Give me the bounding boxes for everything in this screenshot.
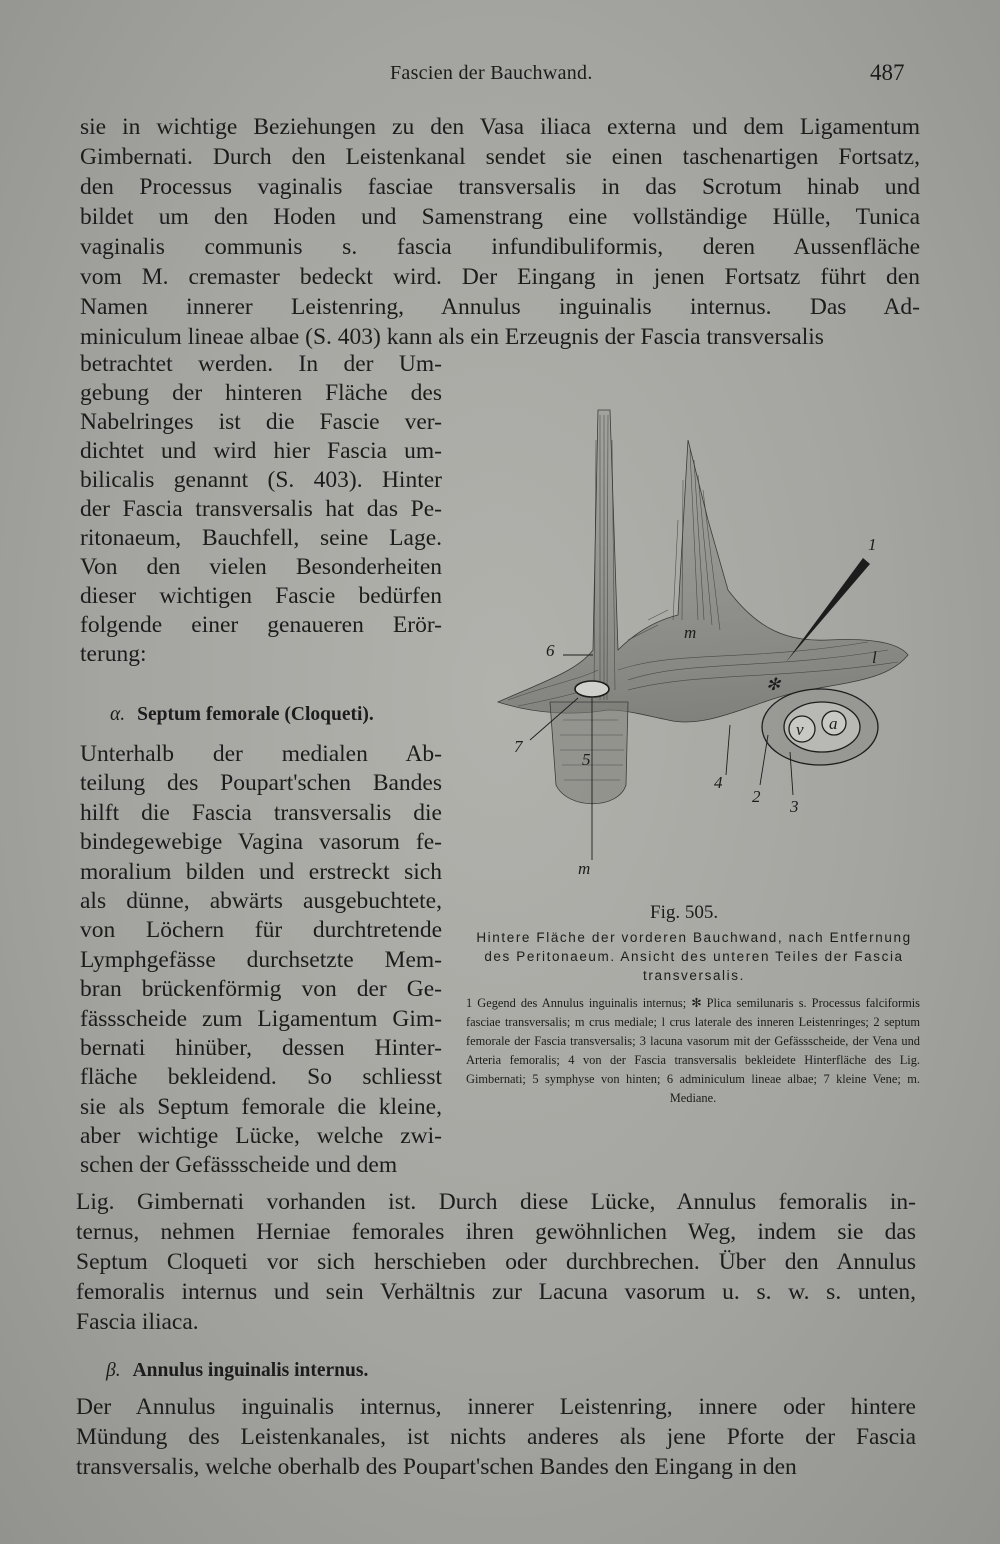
text-line: moralium bilden und erstreckt sich — [80, 858, 442, 885]
text-line: von Löchern für durchtretende — [80, 917, 442, 944]
text-line: der Fascia transversalis hat das Pe- — [80, 496, 442, 522]
anatomical-figure — [468, 380, 928, 880]
text-line: vom M. cremaster bedeckt wird. Der Eingang in jenen Fortsatz führt den — [80, 264, 920, 290]
figure-illustration — [468, 380, 928, 880]
text-line: betrachtet werden. In der Um- — [80, 351, 442, 377]
left-column-text — [80, 350, 442, 669]
label-m-crus-mediale: m — [684, 623, 697, 642]
label-4: 4 — [714, 773, 723, 792]
text-line: sie in wichtige Beziehungen zu den Vasa iliaca externa und dem Ligamentum — [80, 114, 920, 140]
text-line: terung: — [80, 641, 147, 667]
text-line: bildet um den Hoden und Samenstrang eine vollständige Hülle, Tunica — [80, 204, 920, 230]
label-7: 7 — [514, 737, 523, 756]
figure-title: Hintere Fläche der vorderen Bauchwand, nach Entfernung des Peritonaeum. Ansicht des unteren Teiles der Fascia transversalis. — [476, 930, 912, 983]
label-m-mediane: m — [578, 859, 591, 878]
fascia-sheet — [498, 410, 908, 722]
text-line: transversalis, welche oberhalb des Poupart'schen Bandes den Eingang in den — [76, 1454, 797, 1480]
section-title: Annulus inguinalis internus. — [132, 1360, 369, 1381]
text-line: bilicalis genannt (S. 403). Hinter — [80, 467, 442, 493]
label-a: a — [829, 714, 838, 733]
section-mark: α. — [110, 704, 126, 725]
text-line: ritonaeum, Bauchfell, seine Lage. — [80, 525, 442, 551]
text-line: Fascia iliaca. — [76, 1309, 199, 1335]
text-line: bran brückenförmig von der Ge- — [80, 976, 442, 1003]
annulus-inguinalis-paragraph — [76, 1392, 916, 1482]
label-5: 5 — [582, 750, 591, 769]
annulus-femoralis-paragraph — [76, 1187, 916, 1337]
text-line: bindegewebige Vagina vasorum fe- — [80, 829, 442, 856]
small-vein-opening — [575, 681, 609, 697]
text-line: Lig. Gimbernati vorhanden ist. Durch diese Lücke, Annulus femoralis in- — [76, 1189, 916, 1215]
text-line: den Processus vaginalis fasciae transversalis in das Scrotum hinab und — [80, 174, 920, 200]
figure-number: Fig. 505. — [650, 902, 719, 923]
label-2: 2 — [752, 787, 761, 806]
text-line: Unterhalb der medialen Ab- — [80, 741, 442, 767]
text-line: Septum Cloqueti vor sich herschieben oder durchbrechen. Über den Annulus — [76, 1249, 916, 1275]
text-line: sie als Septum femorale die kleine, — [80, 1093, 442, 1120]
text-line: miniculum lineae albae (S. 403) kann als ein Erzeugnis der Fascia transversalis — [80, 324, 824, 350]
text-line: dieser wichtigen Fascie bedürfen — [80, 583, 442, 609]
label-l-crus-laterale: l — [872, 648, 877, 667]
running-head: Fascien der Bauchwand. — [390, 62, 593, 84]
section-heading-beta — [106, 1360, 368, 1382]
text-line: gebung der hinteren Fläche des — [80, 380, 442, 406]
text-line: fässscheide zum Ligamentum Gim- — [80, 1005, 442, 1032]
text-line: Der Annulus inguinalis internus, innerer Leistenring, innere oder hintere — [76, 1394, 916, 1420]
text-line: vaginalis communis s. fascia infundibuliformis, deren Aussenfläche — [80, 234, 920, 260]
label-v: v — [796, 720, 804, 739]
text-line: schen der Gefässscheide und dem — [80, 1152, 398, 1179]
text-line: Lymphgefässe durchsetzte Mem- — [80, 946, 442, 973]
text-line: femoralis internus und sein Verhältnis zur Lacuna vasorum u. s. w. s. unten, — [76, 1279, 916, 1305]
text-line: dichtet und wird hier Fascia um- — [80, 438, 442, 464]
text-line: aber wichtige Lücke, welche zwi- — [80, 1123, 442, 1150]
top-paragraph — [80, 112, 920, 352]
text-line: Von den vielen Besonderheiten — [80, 554, 442, 580]
text-line: hilft die Fascia transversalis die — [80, 799, 442, 826]
section-heading-alpha — [110, 704, 374, 726]
section-mark: β. — [106, 1360, 121, 1381]
text-line: Mündung des Leistenkanales, ist nichts anderes als jene Pforte der Fascia — [76, 1424, 916, 1450]
label-6: 6 — [546, 641, 555, 660]
text-line: teilung des Poupart'schen Bandes — [80, 770, 442, 797]
septum-femorale-paragraph — [80, 740, 442, 1181]
text-line: folgende einer genaueren Erör- — [80, 612, 442, 638]
text-line: als dünne, abwärts ausgebuchtete, — [80, 887, 442, 914]
label-1: 1 — [868, 535, 877, 554]
page-number: 487 — [870, 60, 905, 85]
figure-legend: 1 Gegend des Annulus inguinalis internus; ✻ Plica semilunaris s. Processus falciformis fasciae transversalis; m crus mediale; l crus laterale des inneren Leistenringes; 2 septum femorale der Fascia transversalis; 3 lacuna vasorum mit der Gefässscheide, der Vena und Arteria femoralis; 4 von der Fascia transversalis bekleidete Hinterfläche des Lig. Gimbernati; 5 symphyse von hinten; 6 adminiculum lineae albae; 7 kleine Vene; m. Mediane. — [466, 996, 920, 1105]
text-line: fläche bekleidend. So schliesst — [80, 1064, 442, 1091]
text-line: Gimbernati. Durch den Leistenkanal sendet sie einen taschenartigen Fortsatz, — [80, 144, 920, 170]
text-line: bernati hinüber, dessen Hinter- — [80, 1034, 442, 1061]
section-title: Septum femorale (Cloqueti). — [137, 704, 374, 725]
text-line: Namen innerer Leistenring, Annulus inguinalis internus. Das Ad- — [80, 294, 920, 320]
text-line: Nabelringes ist die Fascie ver- — [80, 409, 442, 435]
label-3: 3 — [790, 797, 799, 816]
text-line: ternus, nehmen Herniae femorales ihren gewöhnlichen Weg, indem sie das — [76, 1219, 916, 1245]
label-star: ✻ — [766, 675, 781, 694]
